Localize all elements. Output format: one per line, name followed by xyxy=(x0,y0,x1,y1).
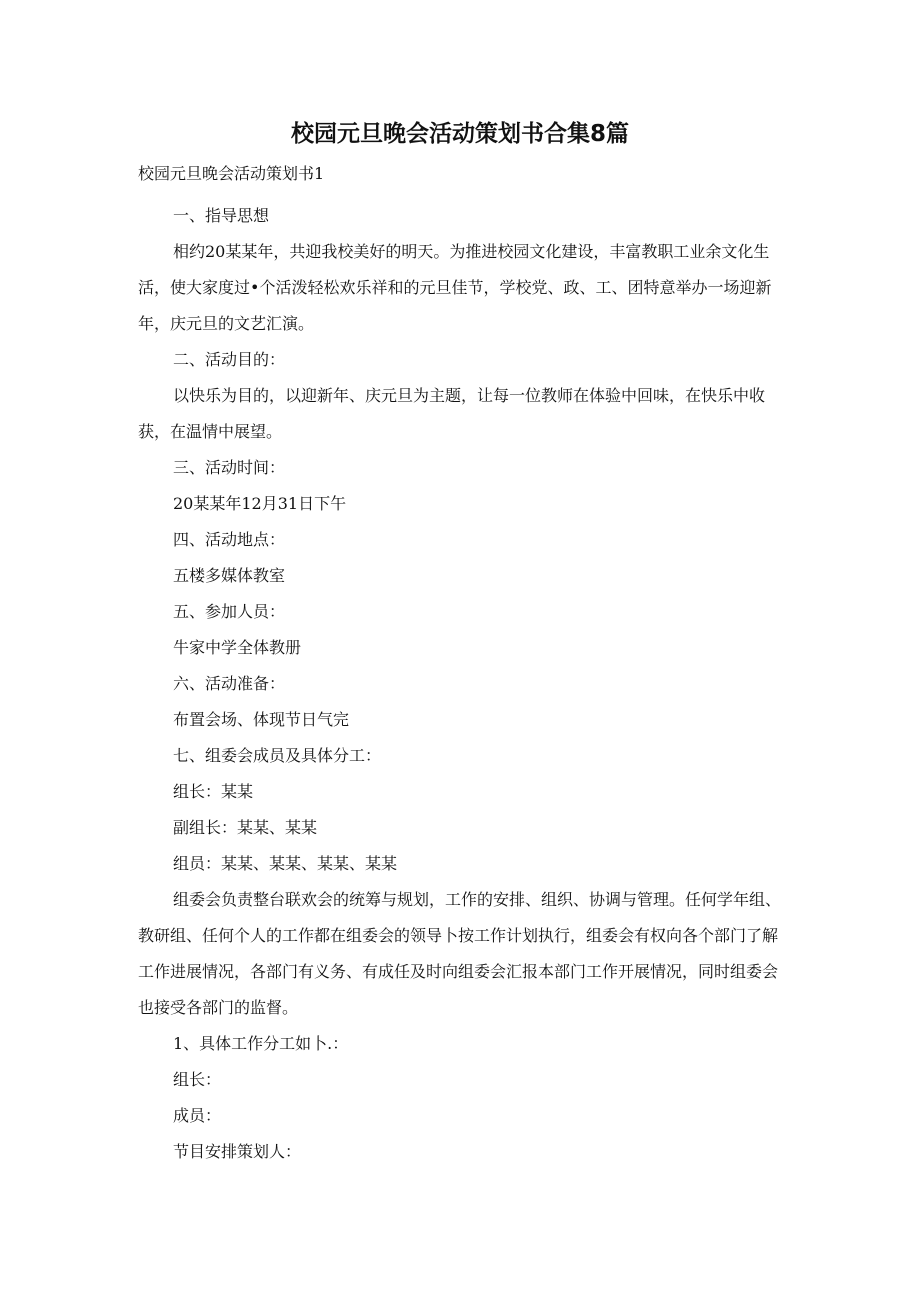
paragraph: 1、具体工作分工如卜.： xyxy=(173,1034,349,1053)
paragraph: 五楼多媒体教室 xyxy=(173,566,286,585)
paragraph: 组长： xyxy=(173,1070,222,1089)
paragraph: 以快乐为目的，以迎新年、庆元旦为主题，让每一位教师在体验中回味，在快乐中收获，在温情中展望。 xyxy=(138,386,766,441)
section-heading: 四、活动地点： xyxy=(173,530,286,549)
paragraph: 布置会场、体现节日气完 xyxy=(173,710,350,729)
paragraph: 组委会负责整台联欢会的统筹与规划，工作的安排、组织、协调与管理。任何学年组、教研组、任何个人的工作都在组委会的领导卜按工作计划执行，组委会有权向各个部门了解工作进展情况，各部门有义务、有成任及时向组委会汇报本部门工作开展情况，同时组委会也接受各部门的监督。 xyxy=(138,890,782,1017)
paragraph: 节目安排策划人： xyxy=(173,1142,302,1161)
document-body xyxy=(138,198,784,1170)
paragraph: 组员：某某、某某、某某、某某 xyxy=(173,854,398,873)
paragraph: 20某某年12月31日下午 xyxy=(173,494,347,513)
paragraph: 相约20某某年，共迎我校美好的明天。为推进校园文化建设，丰富教职工业余文化生活，使大家度过•个活泼轻松欢乐祥和的元旦佳节，学校党、政、工、团特意举办一场迎新年，庆元旦的文艺汇演。 xyxy=(138,242,772,333)
paragraph: 牛家中学全体教册 xyxy=(173,638,302,657)
document-subtitle: 校园元旦晚会活动策划书1 xyxy=(138,164,325,183)
paragraph: 成员： xyxy=(173,1106,222,1125)
section-heading: 二、活动目的： xyxy=(173,350,286,369)
section-heading: 六、活动准备： xyxy=(173,674,286,693)
section-heading: 五、参加人员： xyxy=(173,602,286,621)
section-heading: 三、活动时间： xyxy=(173,458,286,477)
section-heading: 一、指导思想 xyxy=(173,206,270,225)
paragraph: 组长：某某 xyxy=(173,782,254,801)
paragraph: 副组长：某某、某某 xyxy=(173,818,318,837)
section-heading: 七、组委会成员及具体分工： xyxy=(173,746,382,765)
document-title: 校园元旦晚会活动策划书合集8篇 xyxy=(290,121,629,147)
